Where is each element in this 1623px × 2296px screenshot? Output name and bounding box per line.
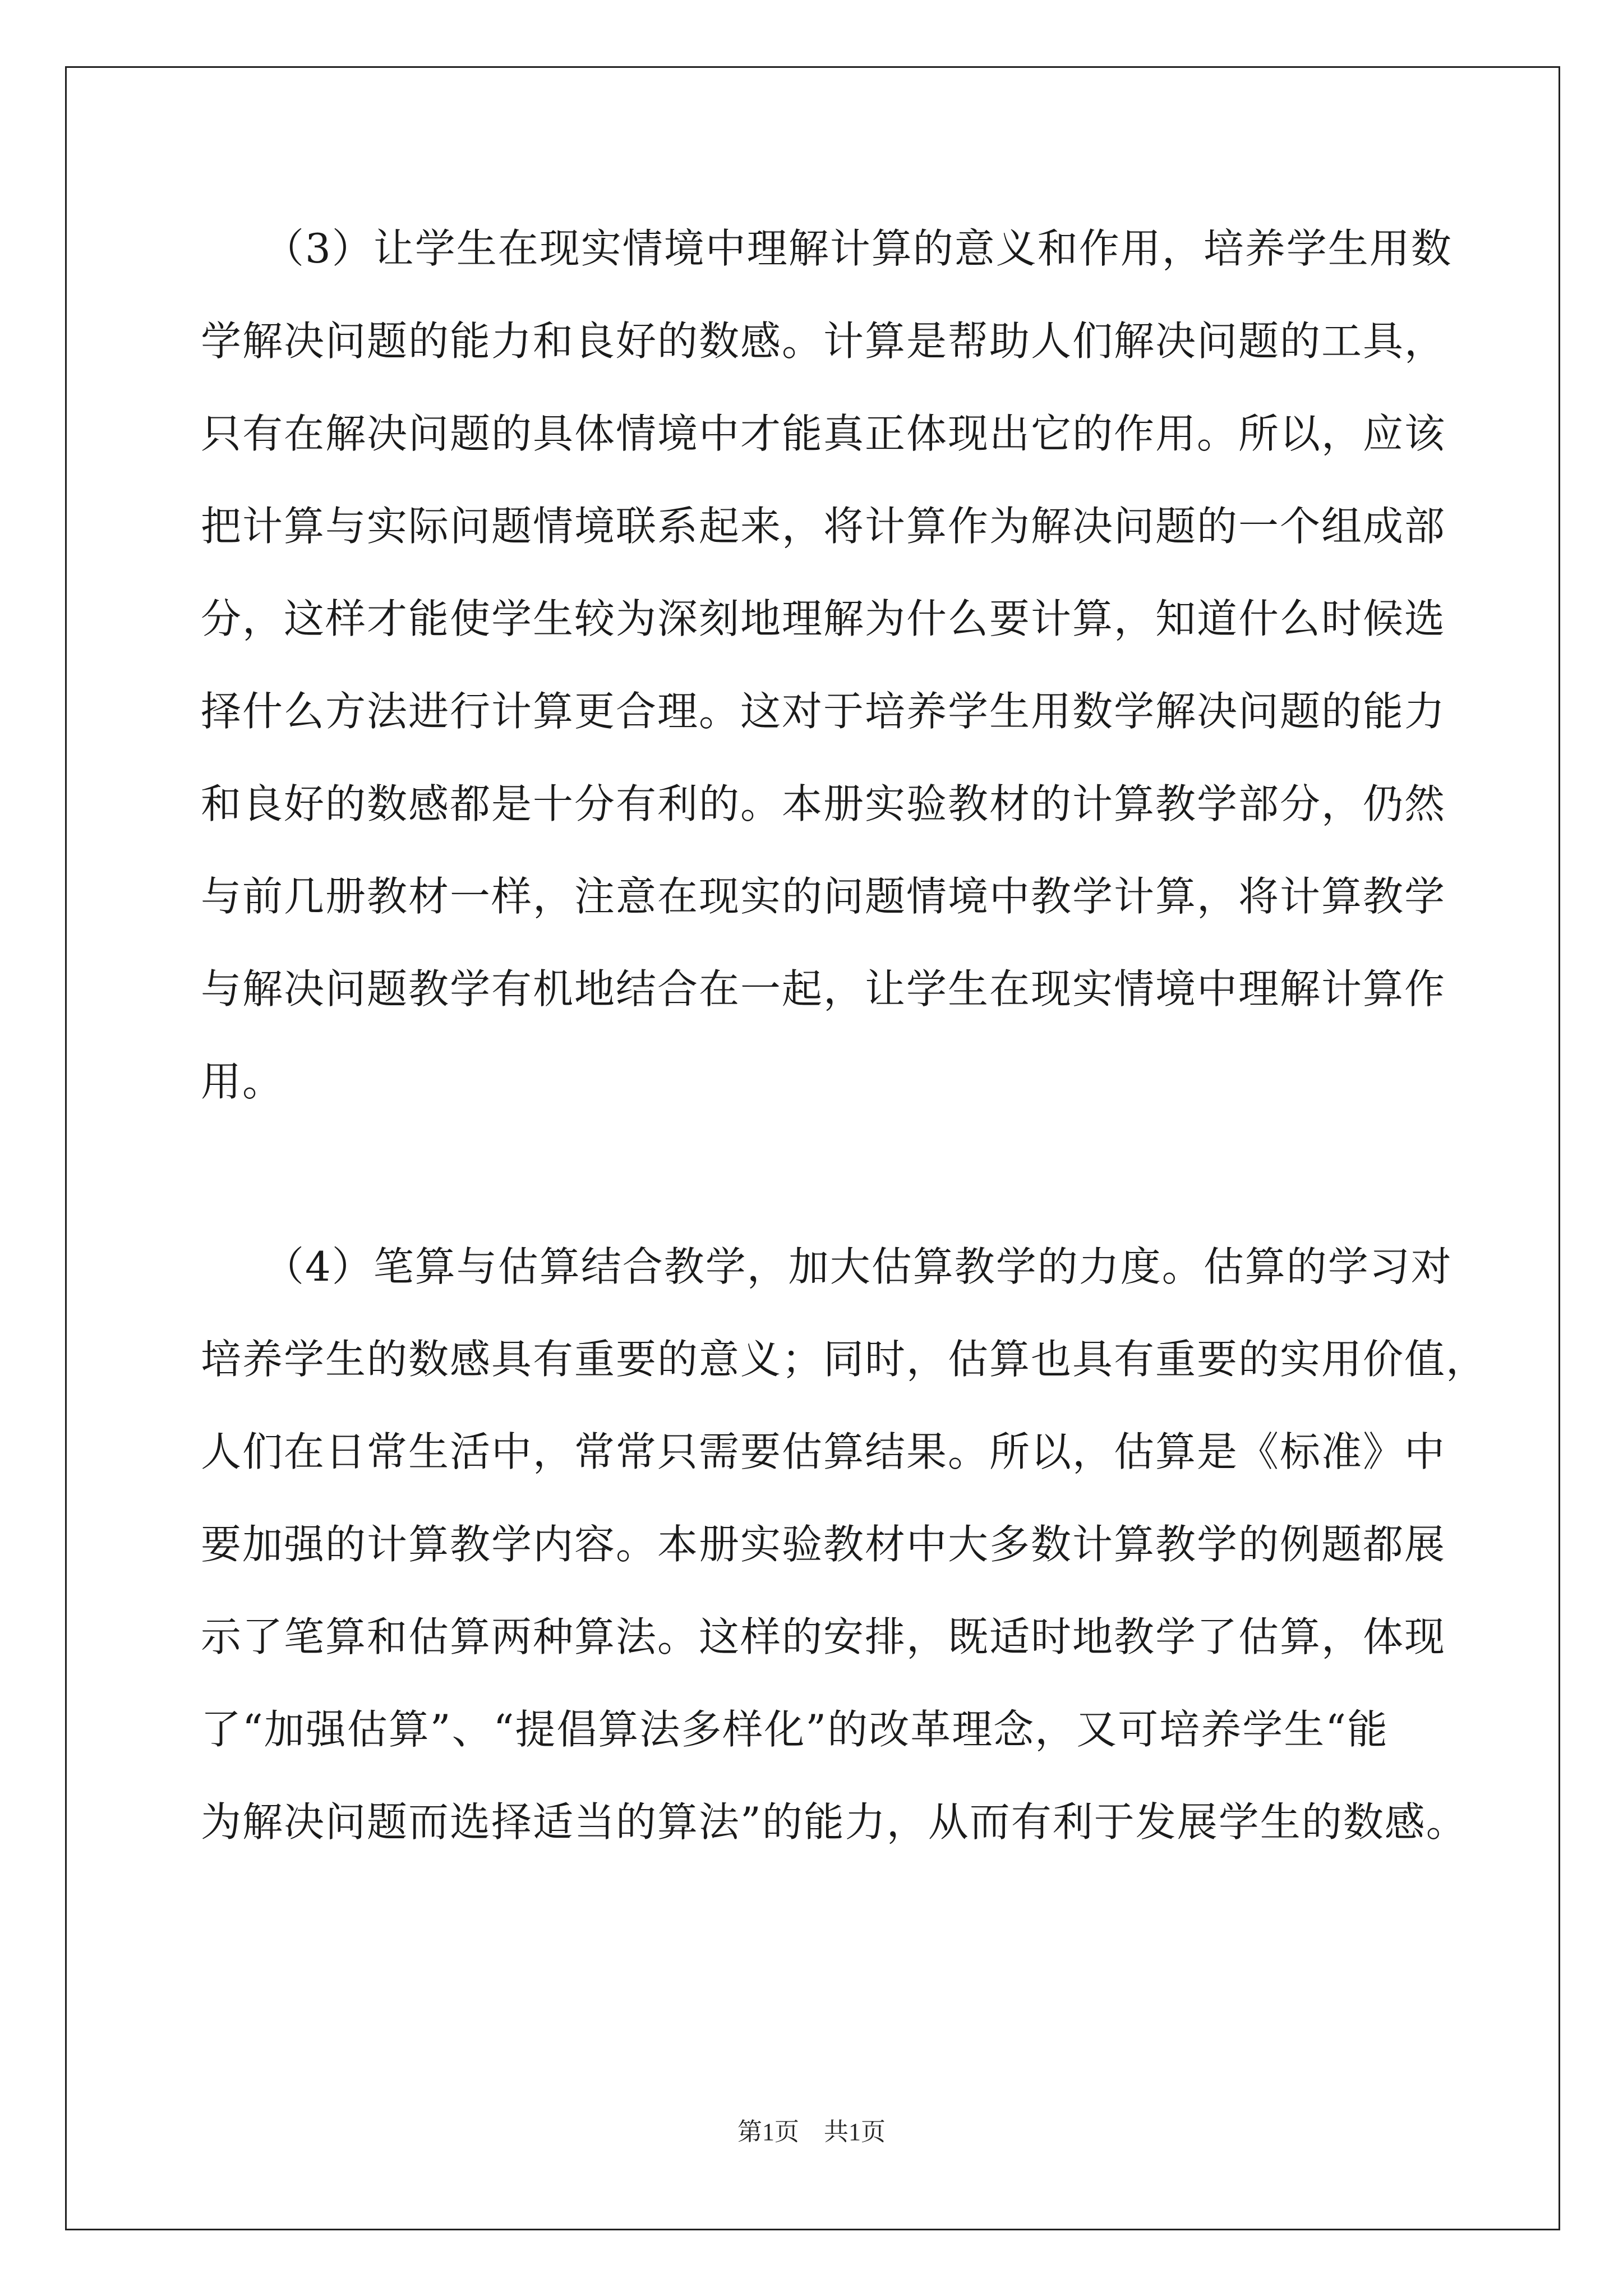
text-line: 把计算与实际问题情境联系起来，将计算作为解决问题的一个组成部 — [201, 503, 1446, 550]
text-line: 与前几册教材一样，注意在现实的问题情境中教学计算，将计算教学 — [201, 873, 1446, 920]
text-line: 要加强的计算教学内容。本册实验教材中大多数计算教学的例题都展 — [201, 1521, 1446, 1568]
text-line: 只有在解决问题的具体情境中才能真正体现出它的作用。所以，应该 — [201, 410, 1446, 457]
text-line: 培养学生的数感具有重要的意义；同时，估算也具有重要的实用价值， — [201, 1336, 1488, 1383]
text-line: 为解决问题而选择适当的算法”的能力，从而有利于发展学生的数感。 — [201, 1798, 1468, 1846]
text-line: 学解决问题的能力和良好的数感。计算是帮助人们解决问题的工具， — [201, 318, 1446, 365]
text-line: 分，这样才能使学生较为深刻地理解为什么要计算，知道什么时候选 — [201, 595, 1446, 642]
text-line: （3）让学生在现实情境中理解计算的意义和作用，培养学生用数 — [201, 225, 1453, 272]
page-footer: 第1页 共1页 — [737, 2118, 886, 2146]
text-line: 示了笔算和估算两种算法。这样的安排，既适时地教学了估算，体现 — [201, 1613, 1446, 1660]
text-line: 与解决问题教学有机地结合在一起，让学生在现实情境中理解计算作 — [201, 965, 1446, 1013]
text-line: （4）笔算与估算结合教学，加大估算教学的力度。估算的学习对 — [201, 1243, 1453, 1290]
text-line: 人们在日常生活中，常常只需要估算结果。所以，估算是《标准》中 — [201, 1428, 1446, 1475]
text-line: 择什么方法进行计算更合理。这对于培养学生用数学解决问题的能力 — [201, 688, 1446, 735]
text-line: 用。 — [201, 1058, 284, 1105]
text-line: 了“加强估算”、“提倡算法多样化”的改革理念，又可培养学生“能 — [201, 1706, 1389, 1753]
text-line: 和良好的数感都是十分有利的。本册实验教材的计算教学部分，仍然 — [201, 780, 1446, 827]
page-border — [65, 66, 1560, 2230]
